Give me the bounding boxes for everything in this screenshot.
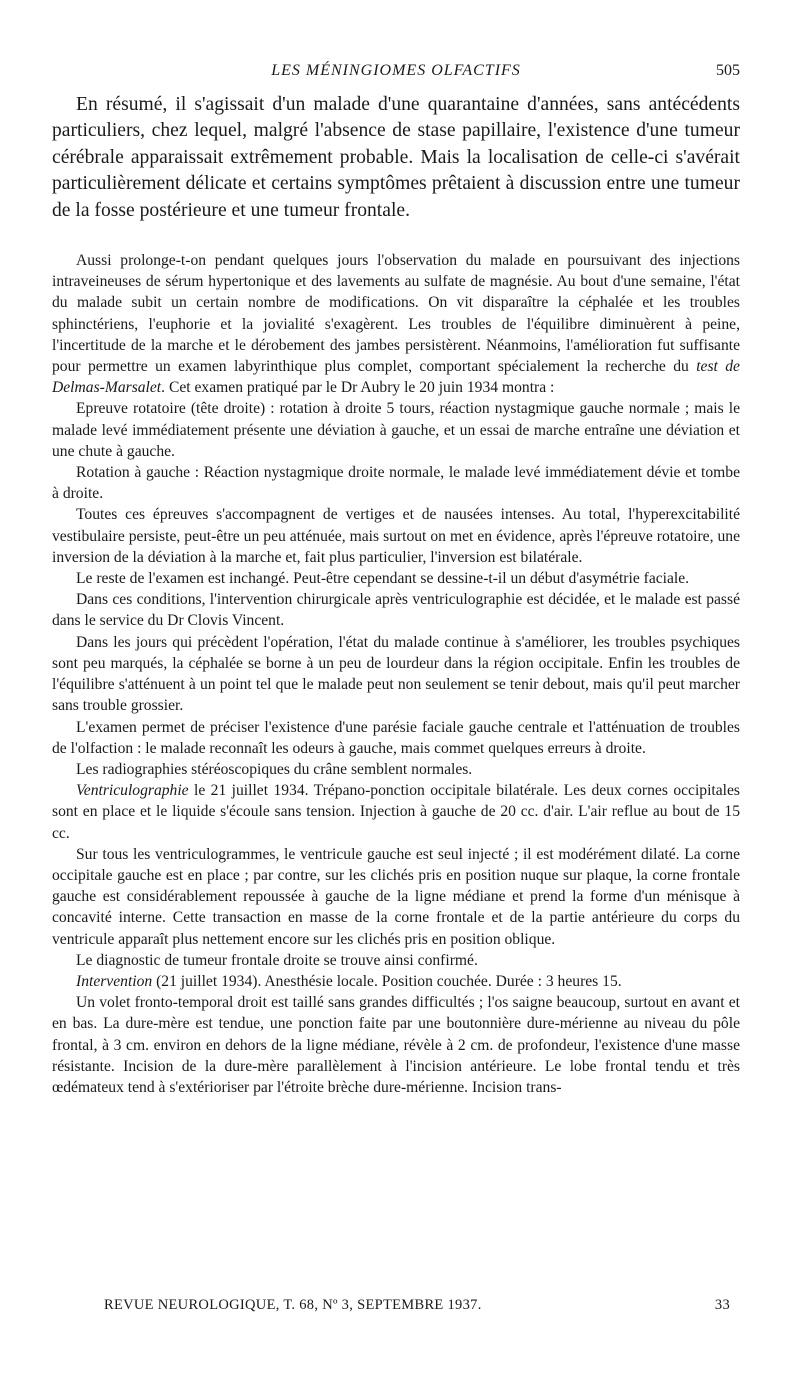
paragraph: Un volet fronto-temporal droit est taillé sans grandes difficultés ; l'os saigne beaucoup, surtout en avant et en bas. La dure-mère est tendue, une ponction faite par une boutonnière dure-mérienne au niveau du pôle frontal, à 3 cm. environ en dehors de la ligne médiane, révèle à 2 cm. de profondeur, l'existence d'une masse résistante. Incision de la dure-mère parallèlement à l'incision antérieure. Le lobe frontal tendu et très œdémateux tend à s'extérioriser par l'étroite brèche dure-mérienne. Incision trans- <box>52 994 740 1096</box>
paragraph: Dans les jours qui précèdent l'opération, l'état du malade continue à s'améliorer, les troubles psychiques sont peu marqués, la céphalée se borne à un peu de lourdeur dans la région occipitale. Enfin les troubles de l'équilibre s'atténuent à un point tel que le malade peut non seulement se tenir debout, mais qu'il peut marcher sans trouble grossier. <box>52 633 740 715</box>
paragraph: Le diagnostic de tumeur frontale droite se trouve ainsi confirmé. <box>76 951 478 969</box>
summary-text: En résumé, il s'agissait d'un malade d'une quarantaine d'années, sans antécédents particuliers, chez lequel, malgré l'absence de stase papillaire, l'existence d'une tumeur cérébrale apparaissait extrêmement probable. Mais la localisation de celle-ci s'avérait particulièrement délicate et certains symptômes prêtaient à discussion entre une tumeur de la fosse postérieure et une tumeur frontale. <box>52 94 740 221</box>
paragraph: Ventriculographie le 21 juillet 1934. Trépano-ponction occipitale bilatérale. Les deux cornes occipitales sont en place et le liquide s'écoule sans tension. Injection à gauche de 20 cc. d'air. L'air reflue au bout de 15 cc. <box>52 782 740 842</box>
running-header <box>52 56 740 84</box>
paragraph: Epreuve rotatoire (tête droite) : rotation à droite 5 tours, réaction nystagmique gauche normale ; mais le malade levé immédiatement présente une déviation à gauche, et un essai de marche entraîne une déviation et une chute à gauche. <box>52 400 740 460</box>
paragraph: Rotation à gauche : Réaction nystagmique droite normale, le malade levé immédiatement dévie et tombe à droite. <box>52 464 740 503</box>
summary-paragraph <box>52 92 740 224</box>
page <box>52 56 740 1098</box>
body-text <box>52 250 740 1098</box>
paragraph: Intervention (21 juillet 1934). Anesthésie locale. Position couchée. Durée : 3 heures 15. <box>76 972 622 990</box>
paragraph: Les radiographies stéréoscopiques du crâne semblent normales. <box>76 760 473 778</box>
signature-number: 33 <box>714 1297 730 1313</box>
italic-term: test de Delmas-Marsalet <box>52 358 740 397</box>
paragraph: Dans ces conditions, l'intervention chirurgicale après ventriculographie est décidée, et le malade est passé dans le service du Dr Clovis Vincent. <box>52 591 740 630</box>
italic-term: Ventriculographie <box>76 782 189 800</box>
paragraph: Toutes ces épreuves s'accompagnent de vertiges et de nausées intenses. Au total, l'hyperexcitabilité vestibulaire persiste, peut-être un peu atténuée, mais surtout on met en évidence, après l'épreuve rotatoire, une inversion de la déviation à la marche et, fait plus particulier, l'inversion est bilatérale. <box>52 506 740 566</box>
running-title: LES MÉNINGIOMES OLFACTIFS <box>271 62 521 79</box>
page-number: 505 <box>716 62 740 79</box>
paragraph: Sur tous les ventriculogrammes, le ventricule gauche est seul injecté ; il est modérément dilaté. La corne occipitale gauche est en place ; par contre, sur les clichés pris en position nuque sur plaque, la corne frontale gauche est considérablement repoussée à gauche de la ligne médiane et prend la forme d'un ménisque à concavité interne. Cette transaction en masse de la corne frontale et de la partie antérieure du corps du ventricule apparaît plus nettement encore sur les clichés pris en position oblique. <box>52 845 740 948</box>
paragraph: Le reste de l'examen est inchangé. Peut-être cependant se dessine-t-il un début d'asymétrie faciale. <box>76 570 690 588</box>
paragraph: L'examen permet de préciser l'existence d'une parésie faciale gauche centrale et l'atténuation de troubles de l'olfaction : le malade reconnaît les odeurs à gauche, mais commet quelques erreurs à droite. <box>52 718 740 757</box>
journal-citation: REVUE NEUROLOGIQUE, T. 68, Nº 3, SEPTEMBRE 1937. <box>104 1297 482 1313</box>
page-footer <box>52 1297 740 1317</box>
italic-term: Intervention <box>76 972 153 990</box>
paragraph: Aussi prolonge-t-on pendant quelques jours l'observation du malade en poursuivant des injections intraveineuses de sérum hypertonique et des lavements au sulfate de magnésie. Au bout d'une semaine, l'état du malade subit un certain nombre de modifications. On vit disparaître la céphalée et les troubles sphinctériens, l'euphorie et la jovialité s'exagèrent. Les troubles de l'équilibre diminuèrent à peine, l'incertitude de la marche et le dérobement des jambes persistèrent. Néanmoins, l'amélioration fut suffisante pour permettre un examen labyrinthique plus complet, comportant spécialement la recherche du test de Delmas-Marsalet. Cet examen pratiqué par le Dr Aubry le 20 juin 1934 montra : <box>52 252 740 397</box>
